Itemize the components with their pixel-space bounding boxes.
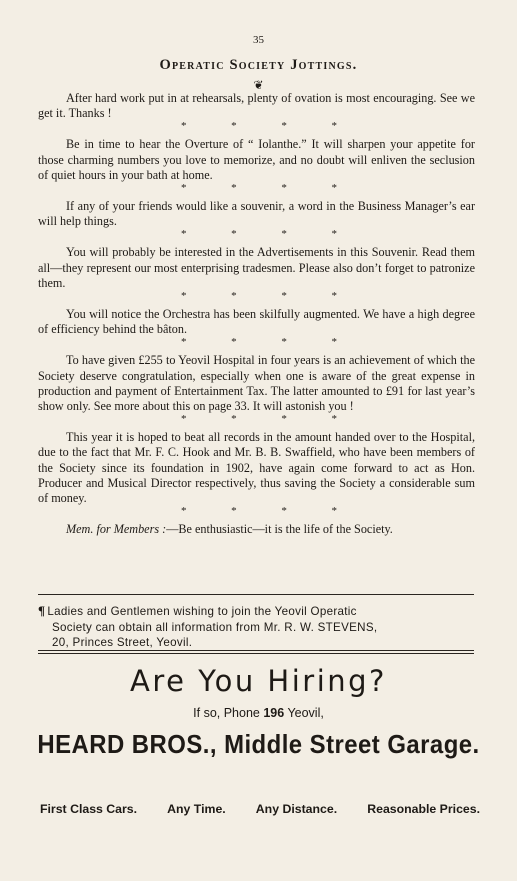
star-icon: * [281, 290, 287, 303]
star-icon: * [181, 336, 187, 349]
memo-text: —Be enthusiastic—it is the life of the Society. [166, 522, 393, 537]
paragraph: This year it is hoped to beat all records in the amount handed over to the Hospital, due to the fact that Mr. F. C. Hook and Mr. B. B. Swaffield, who have been members of the Society since its foundation in 1902, have again come forward to act as Hon. Producer and Musical Director respectively, thus saving the Society a considerable sum of money. [38, 430, 475, 506]
star-icon: * [231, 413, 237, 426]
tagline: Reasonable Prices. [367, 802, 480, 816]
paragraph: If any of your friends would like a souvenir, a word in the Business Manager’s ear will help things. [38, 199, 475, 229]
page-number: 35 [253, 34, 264, 46]
membership-notice [38, 603, 478, 651]
star-icon: * [331, 336, 337, 349]
fleuron-ornament-icon: ❦ [253, 78, 264, 92]
star-icon: * [181, 228, 187, 241]
star-icon: * [181, 505, 187, 518]
advert-subtitle [0, 706, 517, 720]
advert-taglines [40, 802, 480, 816]
star-separator [181, 337, 337, 348]
divider [38, 650, 474, 651]
star-icon: * [231, 290, 237, 303]
star-icon: * [231, 336, 237, 349]
tagline: First Class Cars. [40, 802, 138, 816]
tagline: Any Distance. [255, 802, 338, 816]
divider [38, 594, 474, 595]
star-icon: * [181, 413, 187, 426]
paragraph: You will probably be interested in the Advertisements in this Souvenir. Read them all—they represent our most enterprising tradesmen. Please also don’t forget to patronize them. [38, 245, 475, 290]
notice-line: 20, Princes Street, Yeovil. [52, 636, 193, 649]
star-icon: * [281, 120, 287, 133]
star-separator [181, 121, 337, 132]
star-icon: * [231, 505, 237, 518]
star-icon: * [331, 120, 337, 133]
star-icon: * [281, 505, 287, 518]
star-separator [181, 506, 337, 517]
memo-label: Mem. for Members : [66, 522, 167, 537]
star-icon: * [281, 336, 287, 349]
star-separator [181, 183, 337, 194]
phone-number: 196 [263, 706, 285, 720]
pilcrow-icon: ¶ [38, 603, 46, 618]
star-icon: * [331, 290, 337, 303]
divider [38, 653, 474, 654]
paragraph: Be in time to hear the Overture of “ Iolanthe.” It will sharpen your appetite for those charming numbers you love to memorize, and no doubt will enliven the seclusion of quiet hours in your bath at home. [38, 137, 475, 182]
paragraph: To have given £255 to Yeovil Hospital in four years is an achievement of which the Society deserve congratulation, especially when one is aware of the great expense in production and payment of Entertainment Tax. The latter amounted to £91 for last year’s show only. See more about this on page 33. It will astonish you ! [38, 353, 475, 414]
star-icon: * [281, 413, 287, 426]
advert-sub-prefix: If so, Phone [193, 706, 264, 720]
jottings-body [38, 91, 475, 537]
paragraph: You will notice the Orchestra has been skilfully augmented. We have a high degree of efficiency behind the bâton. [38, 307, 475, 337]
star-icon: * [331, 413, 337, 426]
star-separator [181, 229, 337, 240]
star-icon: * [231, 182, 237, 195]
star-icon: * [181, 182, 187, 195]
notice-line: Ladies and Gentlemen wishing to join the Yeovil Operatic [47, 605, 357, 618]
star-icon: * [181, 120, 187, 133]
star-icon: * [181, 290, 187, 303]
memo-paragraph [38, 522, 475, 537]
star-icon: * [231, 120, 237, 133]
notice-line: Society can obtain all information from Mr. R. W. STEVENS, [52, 620, 378, 634]
star-icon: * [281, 228, 287, 241]
star-separator [181, 414, 337, 425]
page-title: Operatic Society Jottings. [159, 57, 358, 73]
paragraph: After hard work put in at rehearsals, plenty of ovation is most encouraging. See we get it. Thanks ! [38, 91, 475, 121]
star-icon: * [331, 505, 337, 518]
star-icon: * [231, 228, 237, 241]
tagline: Any Time. [167, 802, 226, 816]
advert-title: Are You Hiring? [130, 664, 387, 698]
star-icon: * [281, 182, 287, 195]
star-icon: * [331, 182, 337, 195]
advert-sub-suffix: Yeovil, [284, 706, 324, 720]
advert-company-name: HEARD BROS., Middle Street Garage. [37, 729, 480, 759]
star-separator [181, 291, 337, 302]
star-icon: * [331, 228, 337, 241]
